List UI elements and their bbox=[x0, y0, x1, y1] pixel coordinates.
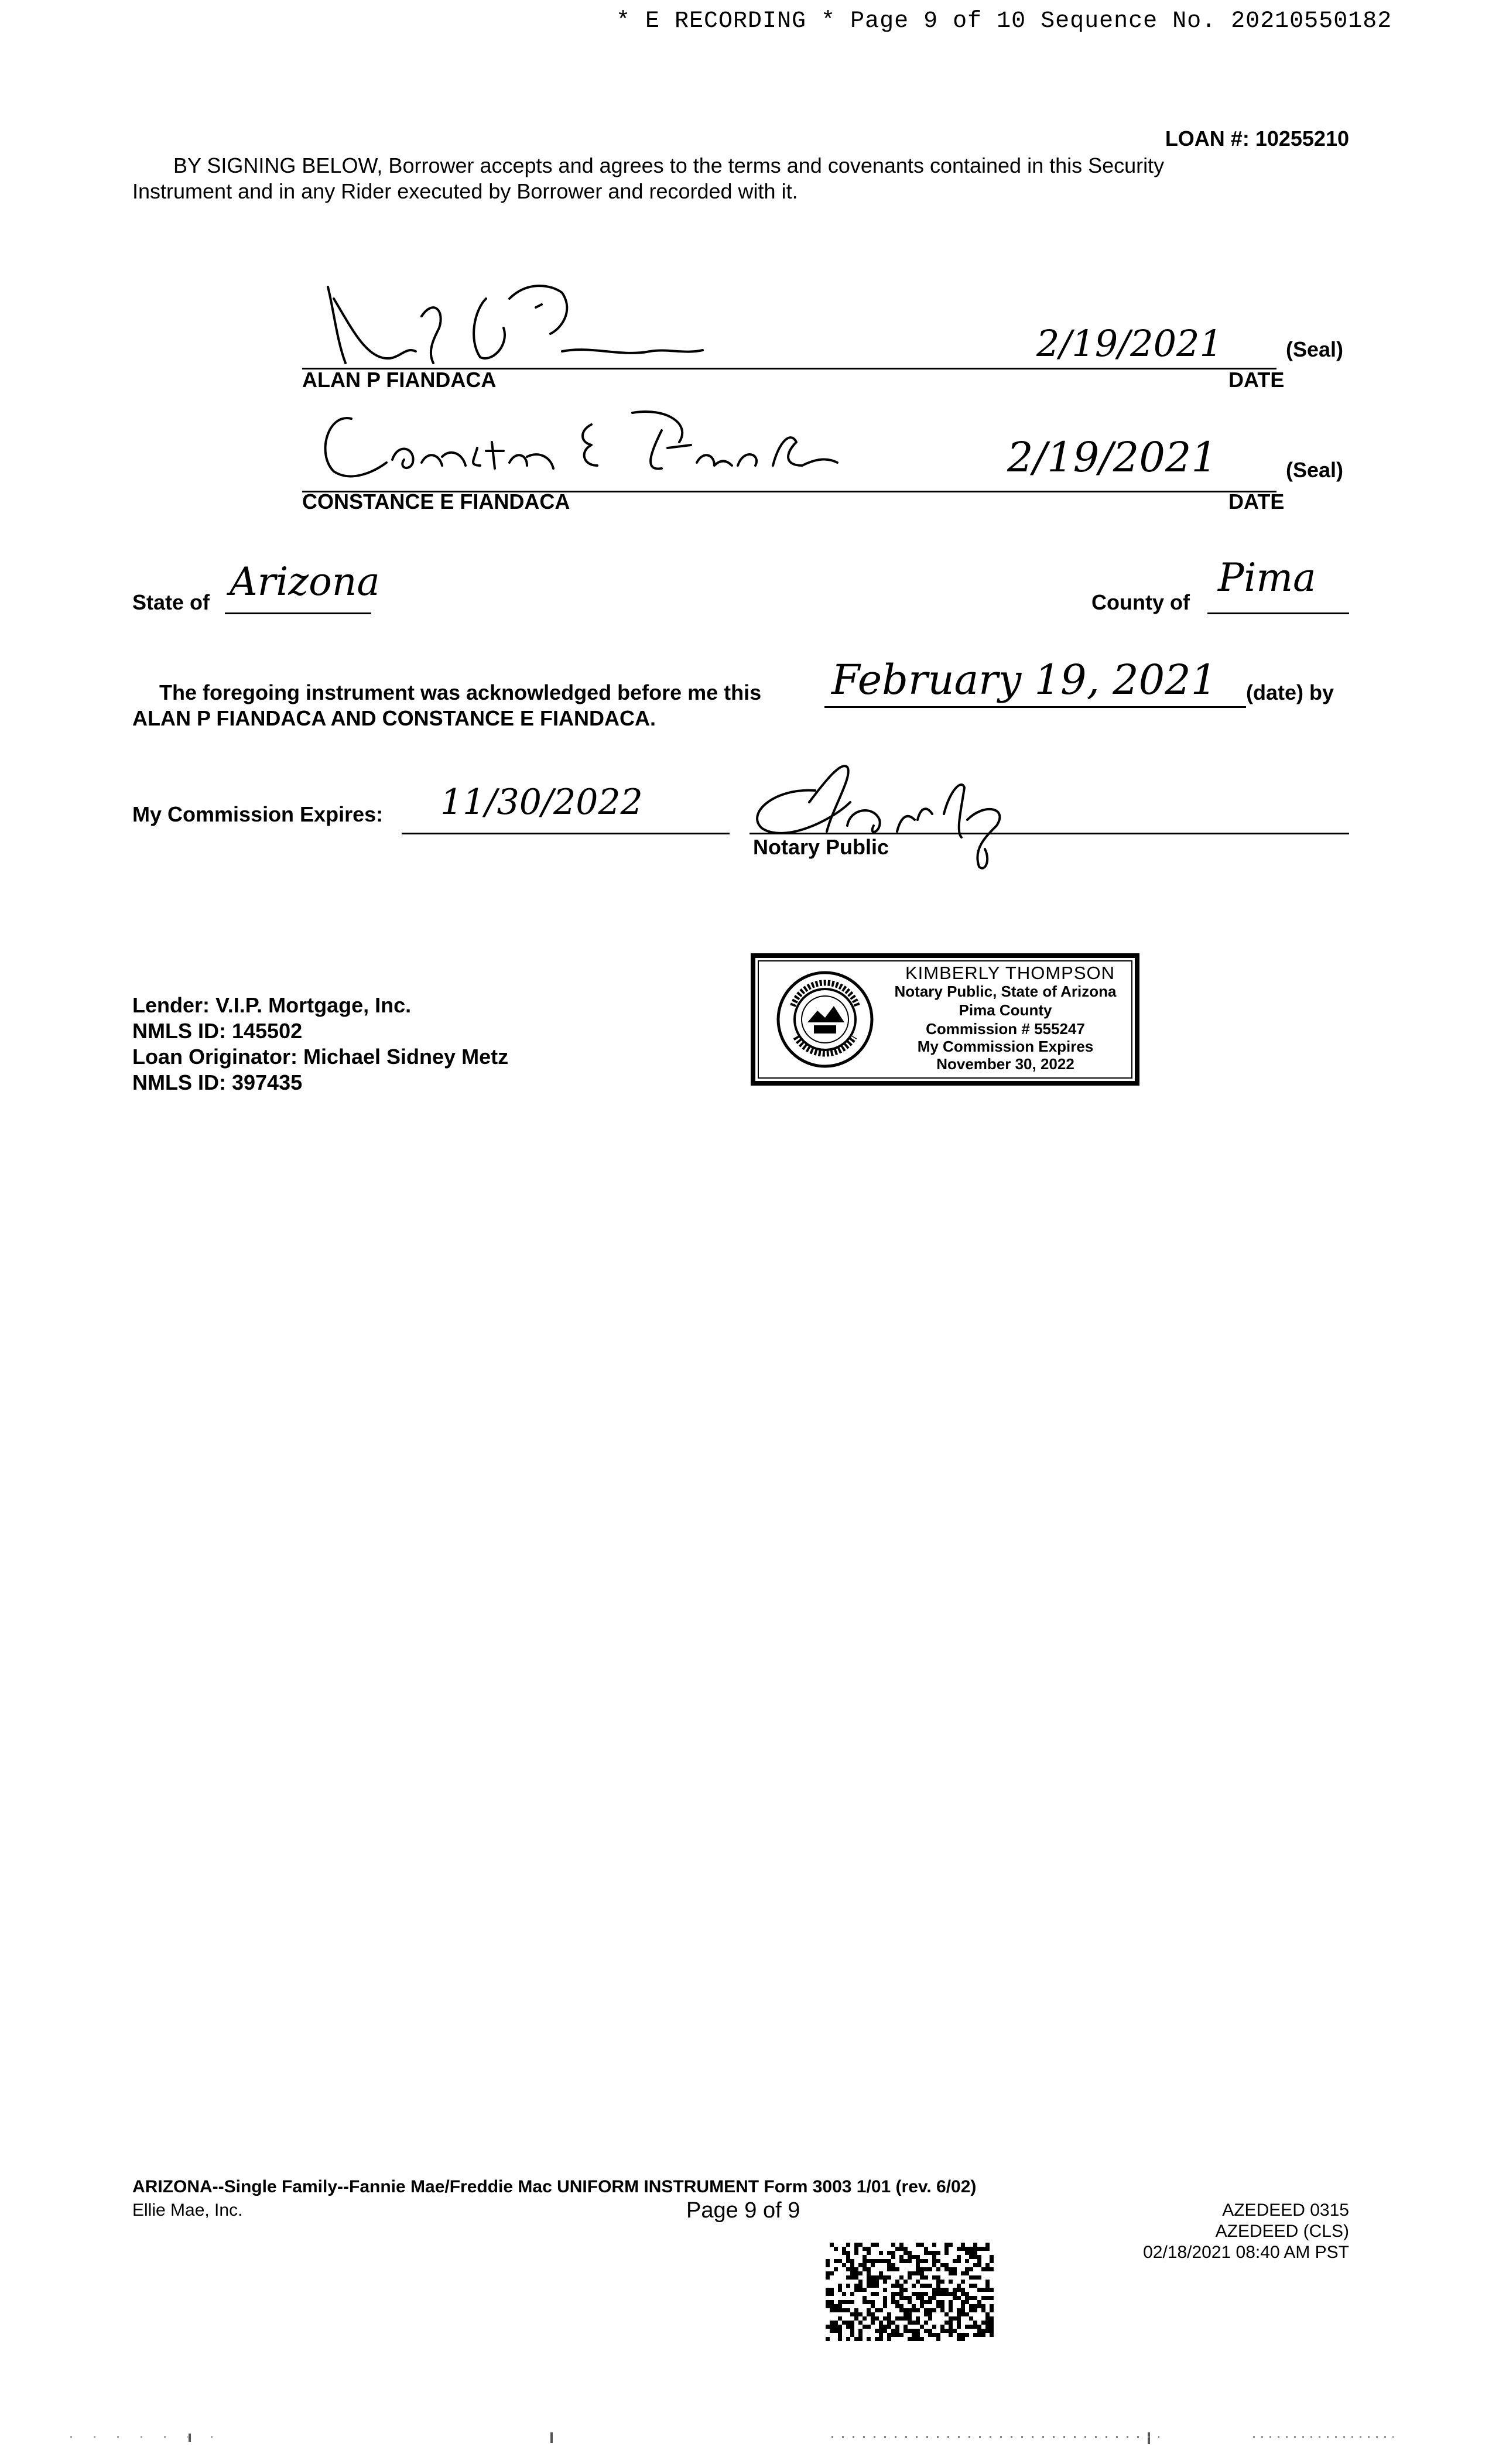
signer-name-2: CONSTANCE E FIANDACA bbox=[302, 490, 570, 514]
intro-line-2: Instrument and in any Rider executed by Borrower and recorded with it. bbox=[132, 179, 798, 203]
stamp-name: KIMBERLY THOMPSON bbox=[905, 963, 1115, 983]
alan-date-handwritten: 2/19/2021 bbox=[1036, 322, 1223, 365]
stamp-line-3: Commission # 555247 bbox=[926, 1020, 1085, 1038]
constance-signature bbox=[316, 407, 878, 495]
seal-label-1: (Seal) bbox=[1286, 337, 1344, 361]
lender-name: Lender: V.I.P. Mortgage, Inc. bbox=[132, 993, 412, 1017]
lender-nmls: NMLS ID: 145502 bbox=[132, 1019, 303, 1043]
commission-label: My Commission Expires: bbox=[132, 802, 384, 826]
date-label-2: DATE bbox=[1228, 490, 1285, 514]
recording-header: * E RECORDING * Page 9 of 10 Sequence No. 20210550182 bbox=[616, 8, 1392, 35]
ack-names: ALAN P FIANDACA AND CONSTANCE E FIANDACA. bbox=[132, 706, 656, 730]
seal-label-2: (Seal) bbox=[1286, 458, 1344, 482]
county-value: Pima bbox=[1218, 555, 1316, 600]
form-title: ARIZONA--Single Family--Fannie Mae/Freddie Mac UNIFORM INSTRUMENT Form 3003 1/01 (rev. 6/02) bbox=[132, 2177, 977, 2196]
ack-prefix: The foregoing instrument was acknowledged before me this bbox=[159, 680, 762, 704]
notary-line bbox=[750, 833, 1349, 834]
intro-line-1: BY SIGNING BELOW, Borrower accepts and agrees to the terms and covenants contained in this Security bbox=[173, 153, 1165, 177]
stamp-line-1: Notary Public, State of Arizona bbox=[894, 983, 1117, 1000]
footer-code-1: AZEDEED 0315 bbox=[1222, 2201, 1349, 2220]
originator-nmls: NMLS ID: 397435 bbox=[132, 1070, 303, 1094]
ack-suffix: (date) by bbox=[1246, 680, 1334, 704]
footer-company: Ellie Mae, Inc. bbox=[132, 2201, 243, 2220]
loan-value: 10255210 bbox=[1255, 126, 1349, 150]
footer-timestamp: 02/18/2021 08:40 AM PST bbox=[1143, 2243, 1349, 2262]
loan-originator: Loan Originator: Michael Sidney Metz bbox=[132, 1045, 509, 1069]
footer-code-2: AZEDEED (CLS) bbox=[1215, 2222, 1349, 2241]
loan-number bbox=[1165, 126, 1349, 151]
arizona-seal-icon bbox=[775, 970, 875, 1069]
county-line bbox=[1207, 612, 1349, 614]
alan-signature bbox=[316, 275, 714, 375]
state-label: State of bbox=[132, 590, 210, 614]
state-line bbox=[225, 612, 371, 614]
ack-date-line bbox=[824, 706, 1246, 708]
commission-value: 11/30/2022 bbox=[440, 782, 643, 823]
constance-date-handwritten: 2/19/2021 bbox=[1007, 433, 1217, 481]
ack-date-handwritten: February 19, 2021 bbox=[831, 656, 1217, 704]
stamp-line-4: My Commission Expires bbox=[917, 1038, 1094, 1055]
state-value: Arizona bbox=[230, 559, 380, 604]
notary-public-label: Notary Public bbox=[753, 835, 889, 859]
notary-signature bbox=[739, 755, 1043, 878]
stamp-line-2: Pima County bbox=[959, 1001, 1052, 1019]
notary-stamp bbox=[751, 953, 1139, 1086]
county-label: County of bbox=[1091, 590, 1190, 614]
scan-marks bbox=[0, 2430, 1499, 2448]
loan-label: LOAN #: bbox=[1165, 126, 1250, 150]
footer-page: Page 9 of 9 bbox=[686, 2198, 800, 2223]
commission-line bbox=[402, 833, 730, 834]
date-label-1: DATE bbox=[1228, 368, 1285, 392]
barcode-icon bbox=[826, 2243, 995, 2342]
signer-name-1: ALAN P FIANDACA bbox=[302, 368, 497, 392]
stamp-line-5: November 30, 2022 bbox=[936, 1055, 1074, 1073]
